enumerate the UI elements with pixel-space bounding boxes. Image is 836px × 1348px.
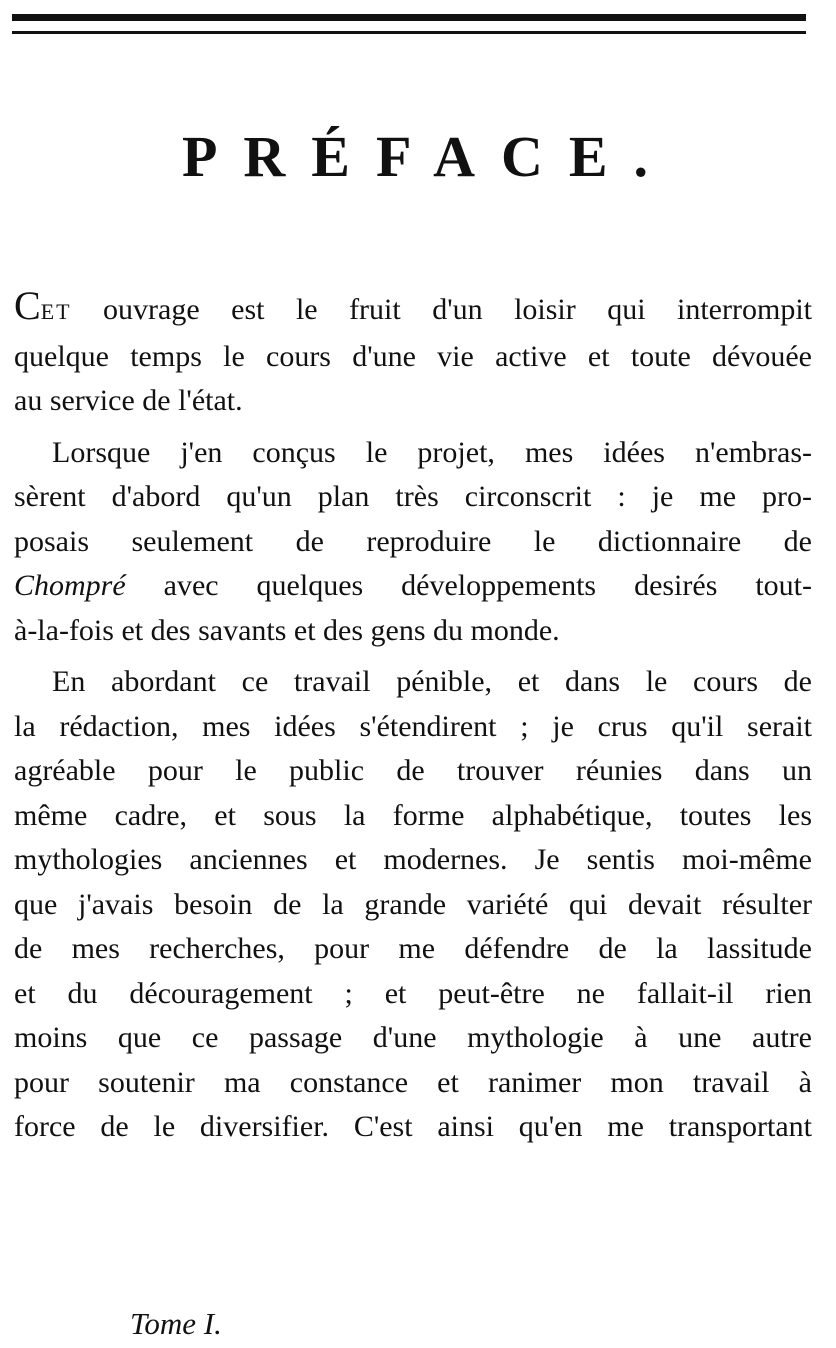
text-line: moins que ce passage d'une mythologie à une autre	[14, 1021, 812, 1054]
top-rule-thin	[12, 31, 806, 34]
text-line: que j'avais besoin de la grande variété qui devait résulter	[14, 887, 812, 921]
text-line: pour soutenir ma constance et ranimer mon travail à	[14, 1065, 812, 1099]
text-line: la rédaction, mes idées s'étendirent ; je crus qu'il serait	[14, 709, 812, 743]
text-line: En abordant ce travail pénible, et dans le cours de	[52, 665, 812, 698]
text-line: sèrent d'abord qu'un plan très circonscrit : je me pro-	[14, 480, 812, 513]
text-line: CET ouvrage est le fruit d'un loisir qui interrompit	[14, 283, 812, 328]
paragraph-1	[14, 284, 812, 424]
text-line: même cadre, et sous la forme alphabétique, toutes les	[14, 798, 812, 832]
top-rule-thick	[12, 14, 806, 21]
text-line: agréable pour le public de trouver réunies dans un	[14, 754, 812, 787]
text-line: mythologies anciennes et modernes. Je sentis moi-même	[14, 843, 812, 876]
text-line: au service de l'état.	[14, 384, 243, 417]
text-line: quelque temps le cours d'une vie active et toute dévouée	[14, 339, 812, 373]
signature-mark: Tome I.	[130, 1306, 222, 1341]
paragraph-2	[14, 431, 812, 654]
italic-name: Chompré	[14, 569, 126, 602]
text-line: Lorsque j'en conçus le projet, mes idées n'embras-	[52, 435, 812, 469]
drop-cap: C	[14, 283, 41, 328]
text-line: posais seulement de reproduire le dictionnaire de	[14, 524, 812, 558]
text-line: de mes recherches, pour me défendre de la lassitude	[14, 932, 812, 965]
text-line: et du découragement ; et peut-être ne fallait-il rien	[14, 976, 812, 1010]
small-caps: ET	[40, 299, 72, 324]
text-line: Chompré avec quelques développements desirés tout-	[14, 569, 812, 602]
preface-body	[14, 284, 812, 1157]
paragraph-3	[14, 660, 812, 1150]
text-line: force de le diversifier. C'est ainsi qu'en me transportant	[14, 1110, 812, 1143]
page-title: PRÉFACE.	[181, 124, 675, 189]
text-line: à-la-fois et des savants et des gens du monde.	[14, 613, 560, 647]
